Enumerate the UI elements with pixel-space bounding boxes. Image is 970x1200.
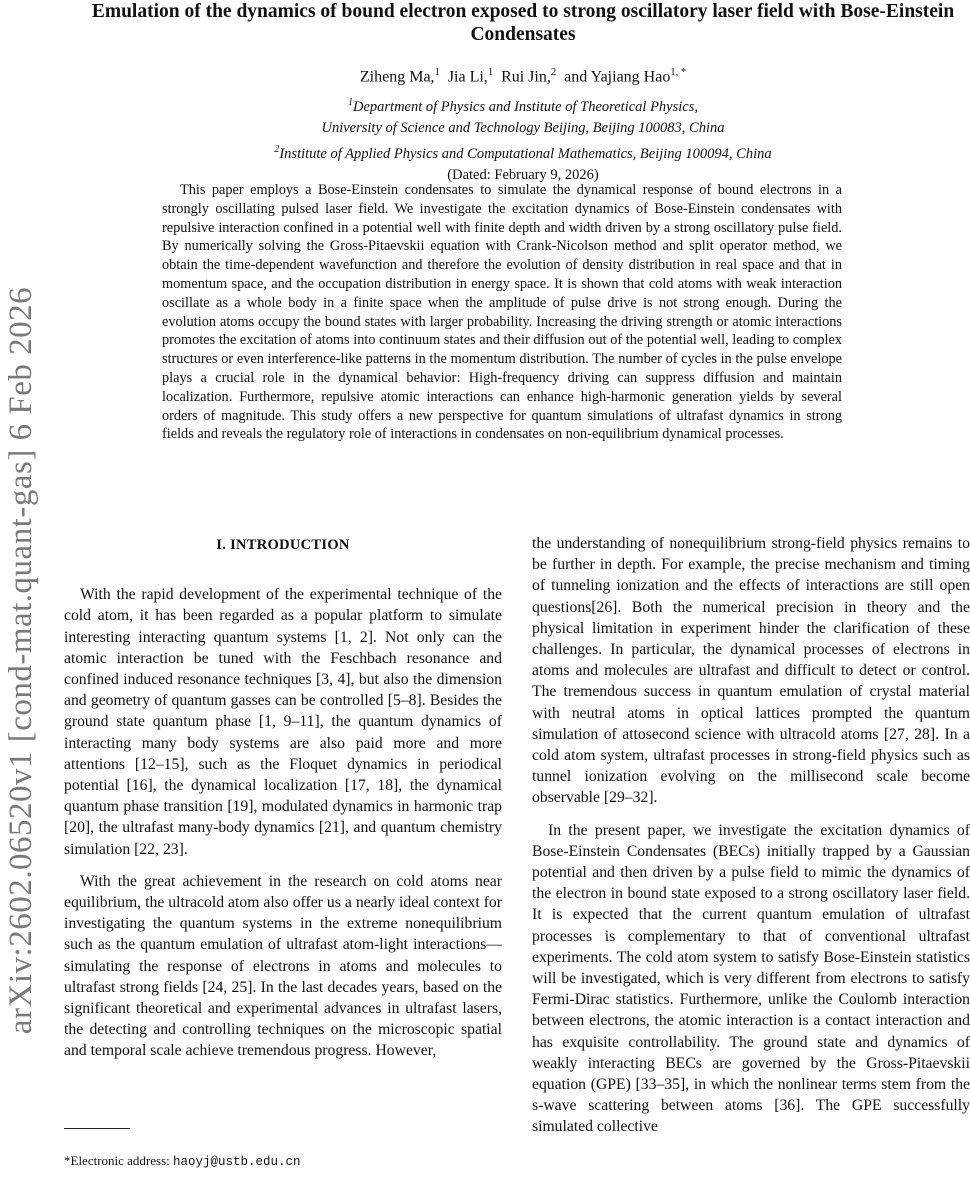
author-affiliation-mark: 1, * — [670, 67, 687, 78]
footnote — [64, 1153, 301, 1169]
body-paragraph: With the rapid development of the experimental technique of the cold atom, it has been regarded as a popular platform to simulate interesting interacting quantum systems [1, 2]. Not only can the atomic interaction be tuned with the Feschbach resonance and confined induced resonance techniques [3, 4], but also the dimension and geometry of quantum gasses can be controlled [5–8]. Besides the ground state quantum phase [1, 9–11], the quantum dynamics of interacting many body systems are also paid more and more attentions [12–15], such as the Floquet dynamics in periodical potential [16], the dynamical localization [17, 18], the dynamical quantum phase transition [19], modulated dynamics in harmonic trap [20], the ultrafast many-body dynamics [21], and quantum chemistry simulation [22, 23]. — [64, 586, 502, 858]
affiliation-mark: 2 — [274, 143, 280, 155]
body-paragraph: With the great achievement in the research on cold atoms near equilibrium, the ultracold atom also offer us a nearly ideal context for investigating the quantum systems in the extreme nonequilibrium such as the quantum emulation of ultrafast atom-light interactions—simulating the response of electrons in atoms and molecules to ultrafast strong fields [24, 25]. In the last decades years, based on the significant theoretical and experimental advances in ultrafast lasers, the detecting and controlling techniques on the microscopic spatial and temporal scale achieve tremendous progress. However, — [64, 872, 502, 1060]
author: Ziheng Ma, — [359, 68, 435, 86]
author: Rui Jin, — [501, 68, 551, 86]
body-paragraph: the understanding of nonequilibrium strong-field physics remains to be further in depth. For example, the precise mechanism and timing of tunneling ionization and the effects of interactions are still open questions[26]. Both the numerical precision in theory and the physical limitation in experiment hinder the clarification of these challenges. In particular, the dynamical processes of electrons in atoms and molecules are ultrafast and difficult to detect or control. The tremendous success in quantum emulation of crystal material with neutral atoms in optical lattices prompted the quantum simulation of attosecond science with ultracold atoms [27, 28]. In a cold atom system, ultrafast processes in strong-field physics such as tunnel ionization evolving on the millisecond scale become observable [29–32]. — [532, 535, 970, 807]
abstract: This paper employs a Bose-Einstein condensates to simulate the dynamical response of bound electrons in a strongly oscillating pulsed laser field. We investigate the excitation dynamics of Bose-Einstein condensates with repulsive interaction confined in a potential well with finite depth and width driven by a strong oscillatory pulse field. By numerically solving the Gross-Pitaevskii equation with Crank-Nicolson method and split operator method, we obtain the time-dependent wavefunction and therefore the evolution of density distribution in real space and that in momentum space, and the occupation distribution in energy space. It is shown that cold atoms with weak interaction oscillate as a whole body in a finite space when the amplitude of pulse drive is not strong enough. During the evolution atoms occupy the bound states with larger probability. Increasing the driving strength or atomic interactions promotes the excitation of atoms into continuum states and their diffusion out of the potential well, leading to complex structures or even interference-like patterns in the momentum distribution. The number of cycles in the pulse envelope plays a crucial role in the dynamical behavior: High-frequency driving can suppress diffusion and maintain localization. Furthermore, repulsive atomic interactions can enhance high-harmonic generation yields by several orders of magnitude. This study offers a new perspective for quantum simulations of ultrafast dynamics in strong fields and reveals the regulatory role of interactions in condensates on non-equilibrium dynamical processes. — [162, 182, 842, 443]
arxiv-identifier-text: arXiv:2602.06520v1 [cond-mat.quant-gas] 6 Feb 2026 — [3, 286, 40, 1034]
author-affiliation-mark: 1 — [434, 67, 440, 78]
author-affiliation-mark: 1 — [487, 67, 494, 78]
affiliations — [58, 92, 970, 186]
right-column — [532, 533, 970, 1138]
author: and Yajiang Hao — [564, 68, 671, 86]
author-list — [58, 67, 970, 86]
footnote-divider — [64, 1128, 130, 1129]
affiliation-line: University of Science and Technology Beijing, Beijing 100083, China — [321, 119, 725, 136]
affiliation-line: $^1$Department of Physics and Institute of Theoretical Physics, — [348, 97, 698, 115]
author-affiliation-mark: 2 — [550, 67, 557, 78]
section-heading: I. INTRODUCTION — [216, 537, 350, 553]
arxiv-identifier-stamp — [0, 250, 44, 1070]
footnote-label: *Electronic address: — [64, 1153, 174, 1168]
author: Jia Li, — [447, 68, 488, 86]
author-email: haoyj@ustb.edu.cn — [173, 1155, 301, 1169]
dated-line: (Dated: February 9, 2026) — [447, 166, 599, 183]
affiliation-line: $^2$Institute of Applied Physics and Computational Mathematics, Beijing 100094, China — [274, 143, 772, 162]
body-paragraph: In the present paper, we investigate the excitation dynamics of Bose-Einstein Condensates (BECs) initially trapped by a Gaussian potential and then driven by a pulse field to mimic the dynamics of the electron in bound state exposed to a strong oscillatory laser field. It is expected that the current quantum emulation of ultrafast processes is complementary to that of conventional ultrafast experiments. The cold atom system to satisfy Bose-Einstein statistics will be investigated, which is very different from electrons to satisfy Fermi-Dirac statistics. Furthermore, unlike the Coulomb interaction between electrons, the atomic interaction is a contact interaction and has exquisite controllability. The ground state and dynamics of weakly interacting BECs are governed by the Gross-Pitaevskii equation (GPE) [33–35], in which the nonlinear terms stem from the s-wave scattering between atoms [36]. The GPE successfully simulated collective — [532, 821, 970, 1136]
left-column — [64, 535, 502, 1062]
paper-title: Emulation of the dynamics of bound electron exposed to strong oscillatory laser field with Bose-Einstein Condensates — [91, 1, 955, 45]
affiliation-mark: 1 — [348, 97, 353, 108]
